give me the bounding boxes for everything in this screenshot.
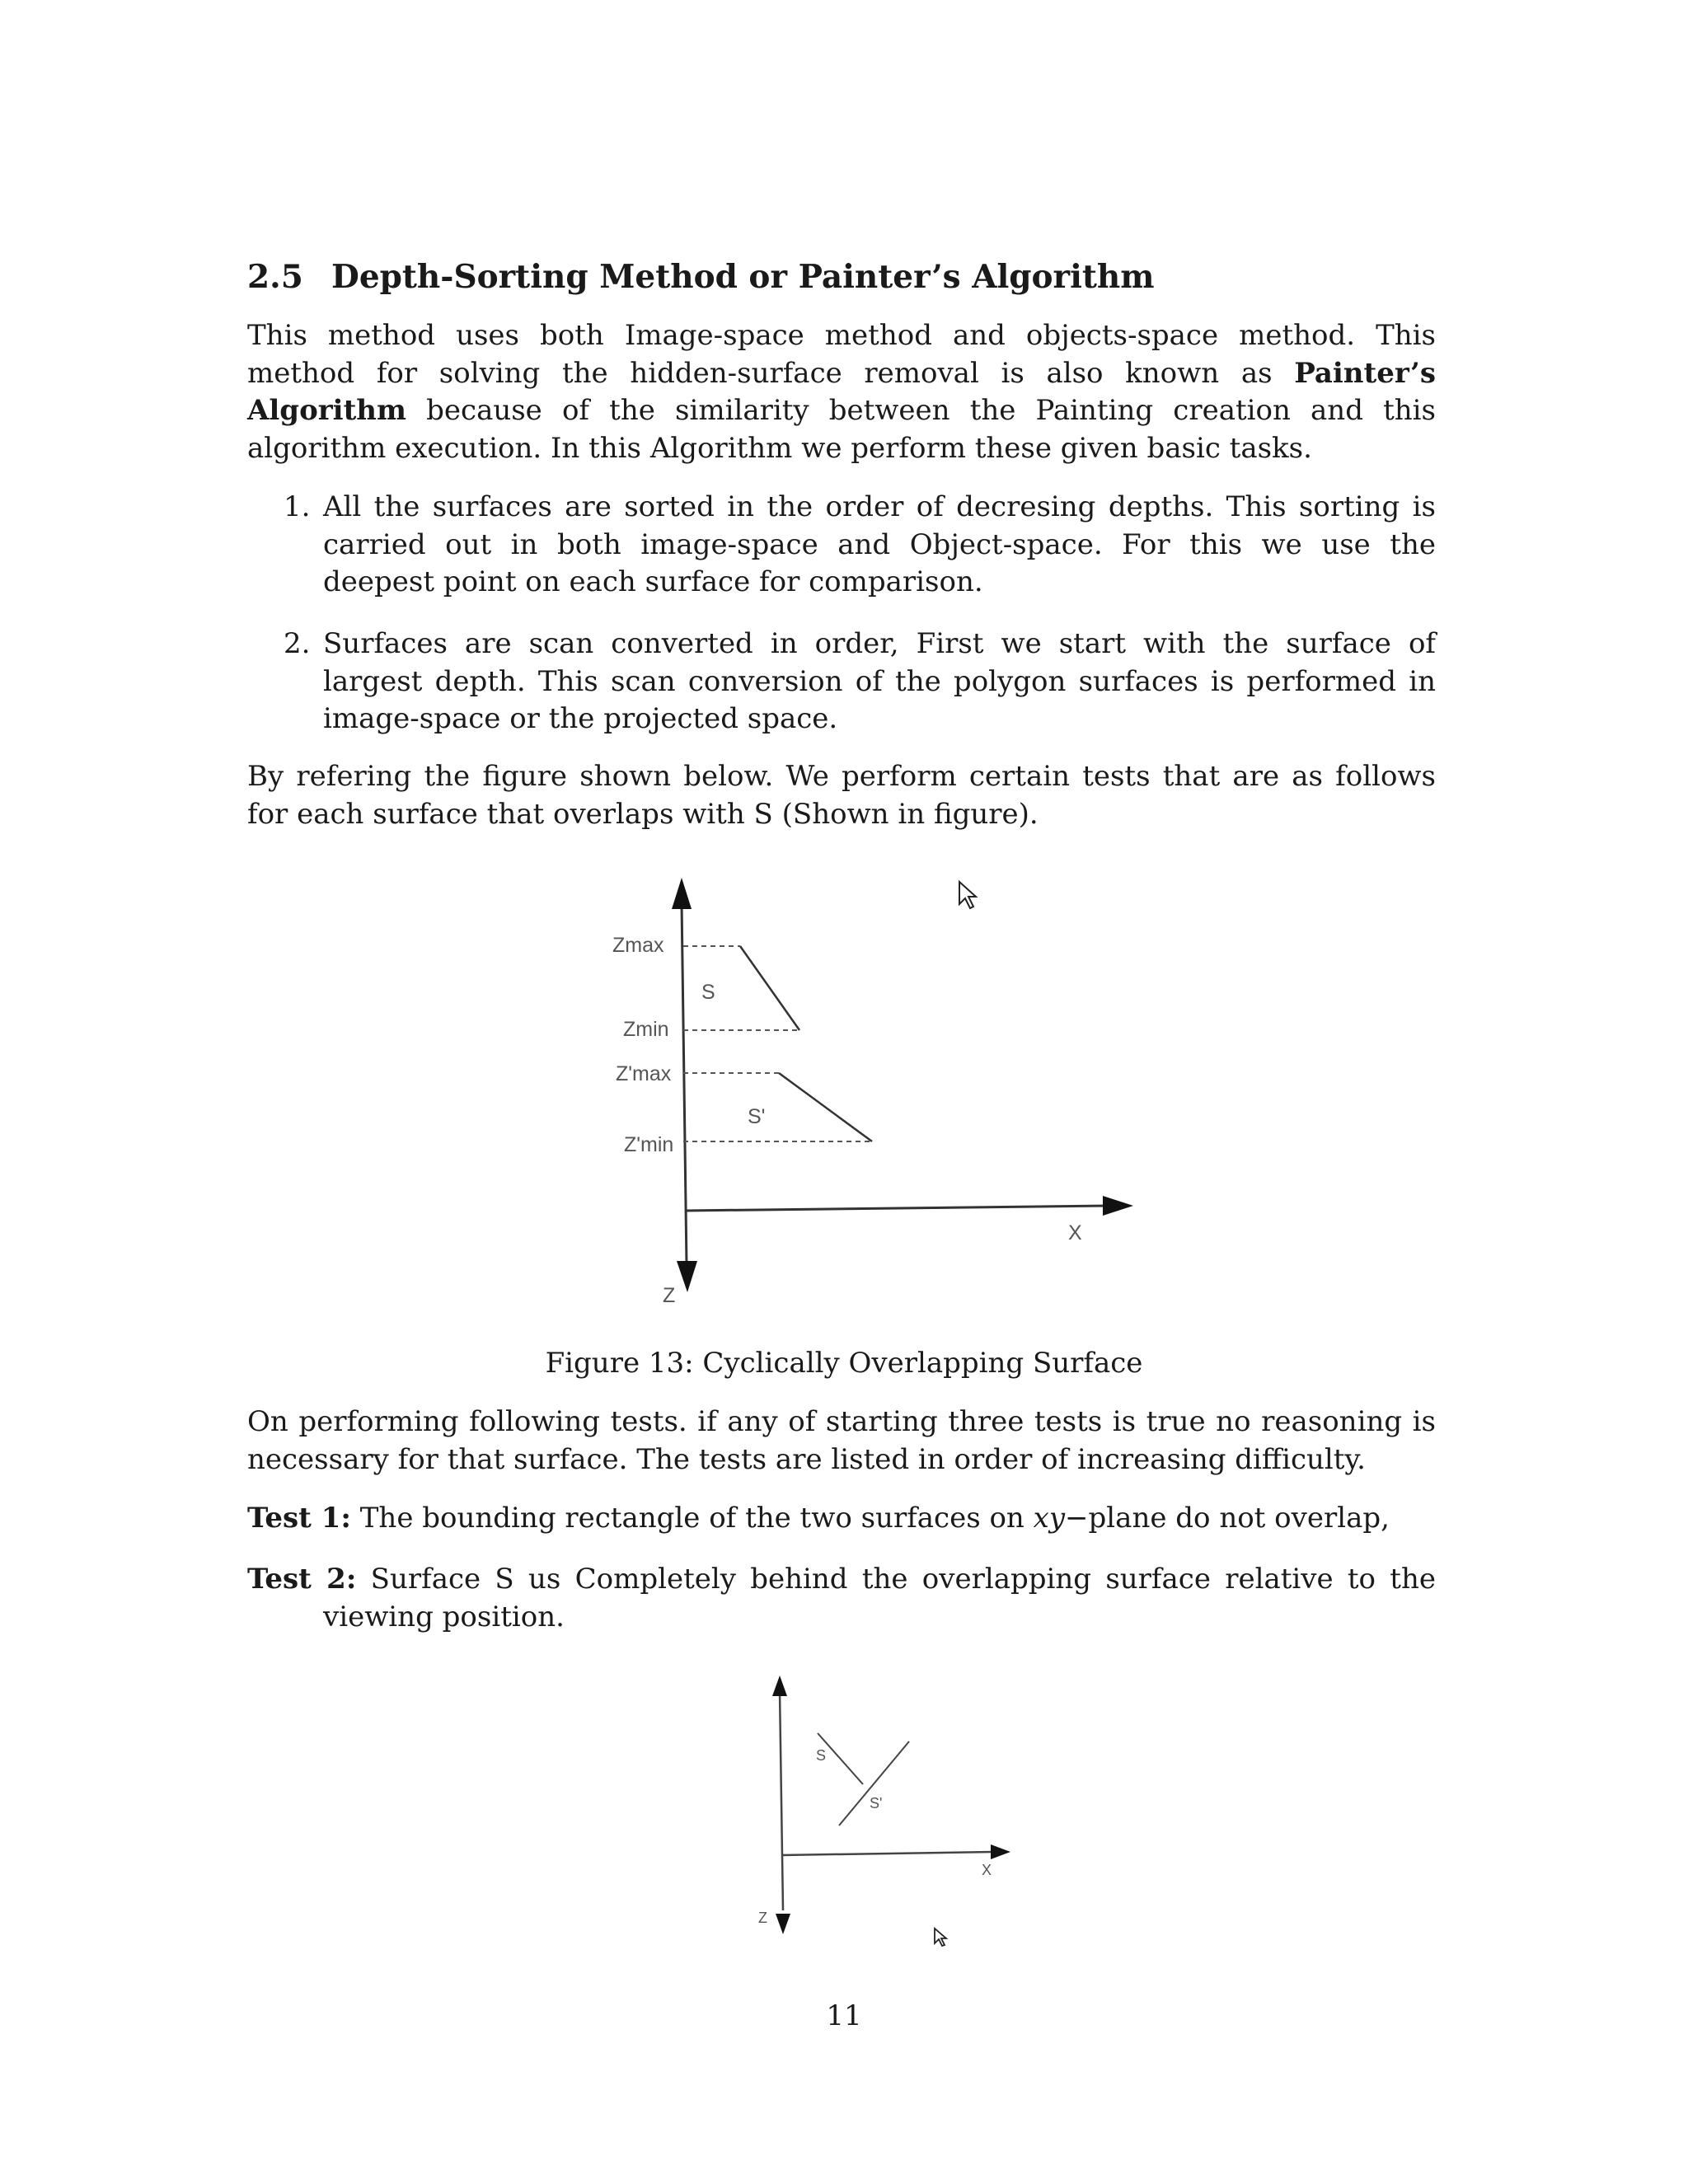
page-number: 11 xyxy=(826,1999,862,2032)
test-text: Surface S us Completely behind the overlapping surface relative to the viewing position. xyxy=(323,1563,1436,1633)
x-axis-line xyxy=(781,1852,993,1855)
tests-intro-paragraph: On performing following tests. if any of starting three tests is true no reasoning is necessary for that surface. The tests are listed in order of increasing difficulty. xyxy=(247,1405,1436,1476)
z-axis-down-arrow xyxy=(776,1914,790,1934)
list-item-text: Surfaces are scan converted in order, First we start with the surface of largest depth. This scan conversion of the polygon surfaces is performed in image-space or the projected space. xyxy=(323,627,1436,735)
label-x: X xyxy=(1068,1221,1082,1244)
figure-13-caption: Figure 13: Cyclically Overlapping Surface xyxy=(545,1347,1143,1380)
label-zmax: Zmax xyxy=(612,934,664,957)
label-z: Z xyxy=(663,1284,676,1307)
list-marker: 2. xyxy=(284,627,311,660)
z-axis-up-arrow xyxy=(772,1675,787,1696)
label-s: S xyxy=(701,981,715,1004)
refer-paragraph: By refering the figure shown below. We perform certain tests that are as follows for each surface that overlaps with S (Shown in figure). xyxy=(247,760,1436,831)
test-label: Test 1: xyxy=(247,1502,351,1535)
test-text-end: −plane do not overlap, xyxy=(1065,1502,1390,1535)
intro-bold-term: Painter’s Algorithm xyxy=(247,356,1436,427)
test-text: The bounding rectangle of the two surfaces on xyxy=(350,1502,1034,1535)
test-label: Test 2: xyxy=(247,1563,357,1596)
mouse-cursor-icon xyxy=(935,1929,946,1946)
label-x: X xyxy=(982,1862,992,1878)
section-title: Depth-Sorting Method or Painter’s Algorithm xyxy=(331,258,1155,296)
list-marker: 1. xyxy=(284,490,311,523)
z-axis-line xyxy=(780,1691,783,1910)
label-s-prime: S' xyxy=(748,1105,766,1128)
x-axis-arrow xyxy=(991,1844,1010,1859)
section-number: 2.5 xyxy=(247,258,303,296)
list-item-text: All the surfaces are sorted in the order of decresing depths. This sorting is carried out in both image-space and Object-space. For this we use the deepest point on each surface for comparison. xyxy=(323,490,1436,598)
label-zmin: Zmin xyxy=(623,1018,669,1041)
surface-s-prime-line xyxy=(839,1741,909,1825)
intro-text-end: because of the similarity between the Painting creation and this algorithm execution. In this Algorithm we perform these given basic tasks. xyxy=(247,394,1436,465)
label-s-prime: S' xyxy=(870,1795,883,1811)
label-zpmin: Z'min xyxy=(624,1133,674,1156)
label-z: Z xyxy=(758,1910,767,1926)
intro-text-start: This method uses both Image-space method and objects-space method. This method for solving the hidden-surface removal is also known as xyxy=(247,319,1436,390)
label-s: S xyxy=(816,1747,827,1764)
test-math: xy xyxy=(1033,1502,1066,1535)
label-zpmax: Z'max xyxy=(616,1062,672,1085)
